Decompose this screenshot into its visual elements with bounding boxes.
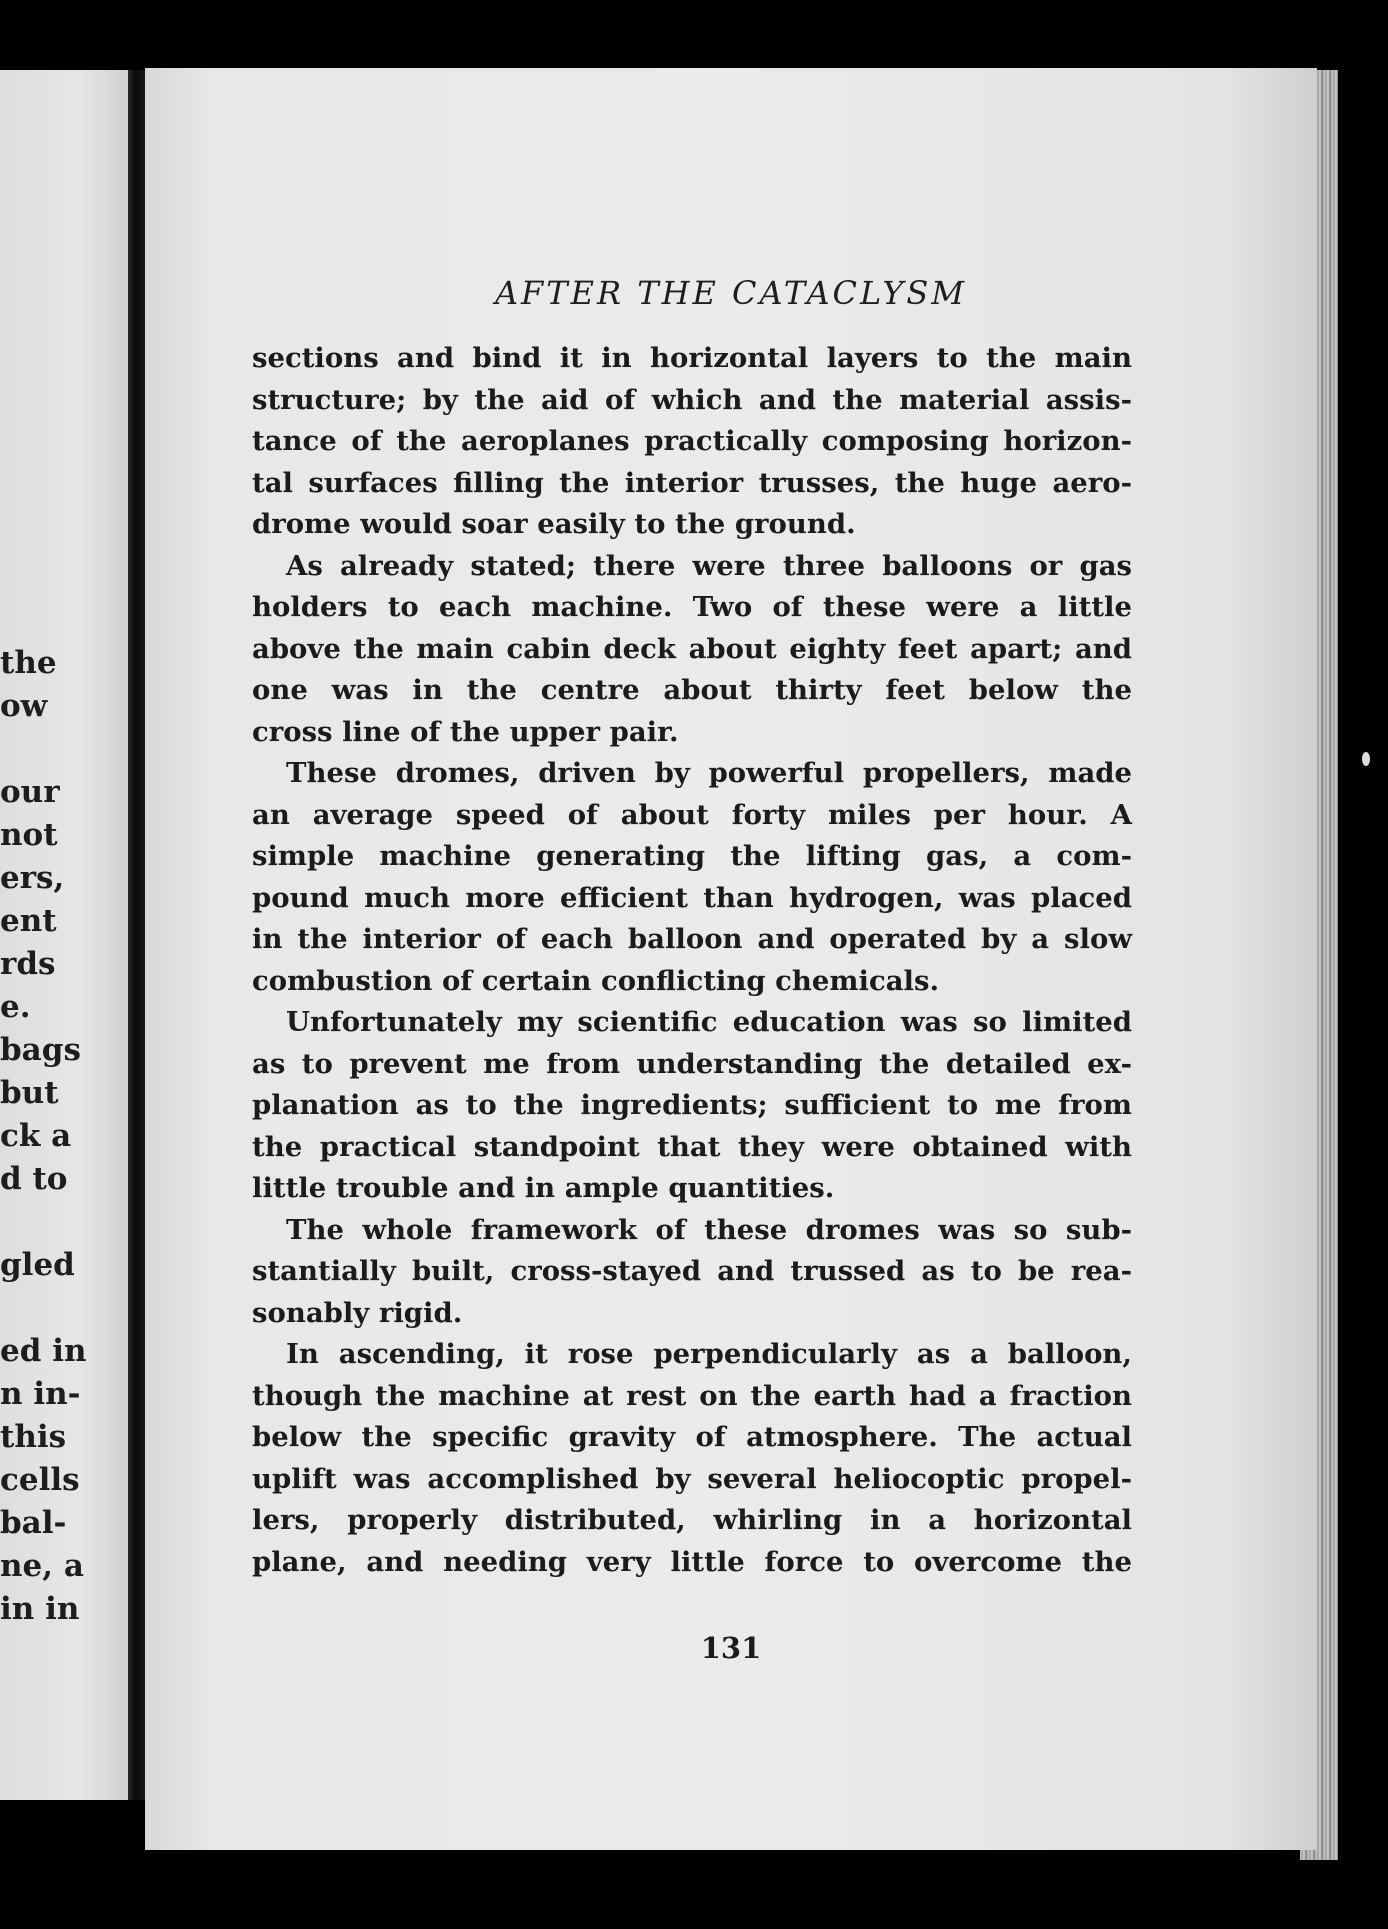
left-fragment xyxy=(0,1287,87,1330)
text-line: little trouble and in ample quantities. xyxy=(252,1172,835,1204)
paragraph xyxy=(252,1334,1132,1583)
left-fragment: n in- xyxy=(0,1376,81,1412)
left-fragment: but xyxy=(0,1075,59,1111)
running-head: AFTER THE CATACLYSM xyxy=(494,274,968,312)
text-line: though the machine at rest on the earth had a fraction xyxy=(252,1379,1132,1412)
paragraph xyxy=(252,1210,1132,1335)
left-fragment: in in xyxy=(0,1591,80,1627)
text-line: below the specific gravity of atmosphere. The actual xyxy=(252,1421,1132,1453)
text-line: planation as to the ingredients; sufficient to me from xyxy=(252,1089,1132,1121)
left-fragment: the xyxy=(0,645,57,681)
left-fragment: rds xyxy=(0,946,56,982)
text-line: in the interior of each balloon and operated by a slow xyxy=(252,923,1132,955)
text-line: tal surfaces filling the interior trusses, the huge aero- xyxy=(252,466,1132,499)
text-line: lers, properly distributed, whirling in a horizontal xyxy=(252,1504,1132,1536)
left-fragment: e. xyxy=(0,989,31,1025)
text-line: the practical standpoint that they were obtained with xyxy=(252,1130,1132,1163)
text-line: The whole framework of these dromes was so sub- xyxy=(286,1213,1132,1246)
text-line: an average speed of about forty miles per hour. A xyxy=(252,798,1132,831)
text-line: plane, and needing very little force to overcome the xyxy=(252,1545,1132,1578)
text-line: above the main cabin deck about eighty feet apart; and xyxy=(252,632,1132,665)
text-line: sonably rigid. xyxy=(252,1296,463,1329)
text-line: combustion of certain conflicting chemicals. xyxy=(252,964,940,997)
paragraph xyxy=(252,338,1132,546)
left-fragment: this xyxy=(0,1419,67,1455)
left-fragment: ne, a xyxy=(0,1548,84,1584)
text-line: pound much more efficient than hydrogen, was placed xyxy=(252,881,1132,914)
text-line: tance of the aeroplanes practically composing horizon- xyxy=(252,425,1132,457)
paragraph xyxy=(252,546,1132,754)
text-line: These dromes, driven by powerful propellers, made xyxy=(286,757,1132,789)
text-line: As already stated; there were three balloons or gas xyxy=(286,549,1132,582)
left-fragment: ed in xyxy=(0,1333,87,1369)
text-line: drome would soar easily to the ground. xyxy=(252,508,856,540)
left-fragment: not xyxy=(0,817,58,853)
text-line: Unfortunately my scientific education was so limited xyxy=(286,1006,1132,1038)
text-line: stantially built, cross-stayed and trussed as to be rea- xyxy=(252,1255,1132,1287)
left-fragment: bags xyxy=(0,1032,81,1068)
left-fragment: cells xyxy=(0,1462,80,1498)
left-fragment: gled xyxy=(0,1247,75,1283)
body-text xyxy=(252,338,1132,1583)
left-facing-page xyxy=(0,70,132,1800)
paragraph xyxy=(252,1002,1132,1210)
text-line: one was in the centre about thirty feet below the xyxy=(252,674,1132,706)
left-fragment: ers, xyxy=(0,860,65,896)
left-fragment: our xyxy=(0,774,60,810)
text-line: as to prevent me from understanding the detailed ex- xyxy=(252,1047,1132,1080)
text-line: structure; by the aid of which and the material assis- xyxy=(252,383,1132,416)
text-line: In ascending, it rose perpendicularly as a balloon, xyxy=(286,1338,1132,1370)
left-fragment: d to xyxy=(0,1161,68,1197)
text-line: holders to each machine. Two of these were a little xyxy=(252,591,1132,623)
text-line: simple machine generating the lifting gas, a com- xyxy=(252,840,1132,872)
left-page-text-fragments xyxy=(0,642,87,1631)
scan-speck xyxy=(1362,752,1370,766)
left-fragment: ent xyxy=(0,903,57,939)
left-fragment: ck a xyxy=(0,1118,72,1154)
text-line: cross line of the upper pair. xyxy=(252,715,679,748)
left-fragment xyxy=(0,1201,87,1244)
book-gutter xyxy=(128,70,146,1800)
left-fragment xyxy=(0,728,87,771)
paragraph xyxy=(252,753,1132,1002)
left-fragment: ow xyxy=(0,688,48,724)
main-page xyxy=(145,68,1317,1850)
left-fragment: bal- xyxy=(0,1505,67,1541)
text-line: uplift was accomplished by several heliocoptic propel- xyxy=(252,1462,1132,1495)
page-number: 131 xyxy=(700,1631,762,1665)
text-line: sections and bind it in horizontal layers to the main xyxy=(252,342,1132,374)
